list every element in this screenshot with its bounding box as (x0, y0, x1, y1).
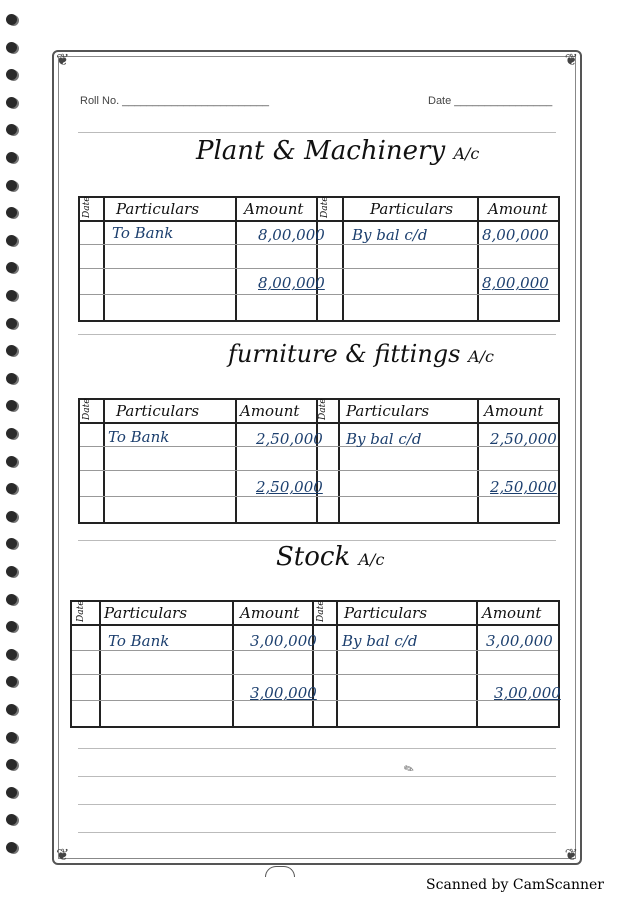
spiral-ring-icon (6, 759, 17, 770)
particulars-header: Particulars (116, 200, 200, 218)
spiral-ring-icon (6, 14, 17, 25)
account-title: Stock A/c (276, 542, 385, 572)
spiral-ring-icon (6, 787, 17, 798)
particulars-header: Particulars (344, 604, 428, 622)
spiral-ring-icon (6, 621, 17, 632)
date-header: Date (82, 196, 92, 218)
pen-mark: ✎ (401, 760, 417, 778)
spiral-ring-icon (6, 180, 17, 191)
spiral-ring-icon (6, 676, 17, 687)
ornament-icon: ❦ (564, 50, 578, 69)
account-title: Plant & Machinery A/c (196, 136, 480, 166)
date-header: Date (82, 398, 92, 420)
credit-total: 8,00,000 (482, 274, 549, 292)
date-header: Date (320, 196, 330, 218)
spiral-ring-icon (6, 538, 17, 549)
account-title: furniture & fittings A/c (228, 340, 494, 368)
amount-header: Amount (240, 402, 300, 420)
spiral-ring-icon (6, 97, 17, 108)
debit-total: 3,00,000 (250, 684, 317, 702)
particulars-header: Particulars (370, 200, 454, 218)
ledger-table (78, 398, 560, 524)
spiral-ring-icon (6, 732, 17, 743)
roll-no-label: Roll No. ________________________ (80, 95, 270, 107)
spiral-ring-icon (6, 373, 17, 384)
spiral-ring-icon (6, 842, 17, 853)
spiral-ring-icon (6, 207, 17, 218)
spiral-ring-icon (6, 345, 17, 356)
spiral-ring-icon (6, 704, 17, 715)
amount-header: Amount (488, 200, 548, 218)
credit-particulars: By bal c/d (346, 430, 422, 448)
amount-header: Amount (482, 604, 542, 622)
ornament-icon: ❦ (56, 50, 70, 69)
amount-header: Amount (484, 402, 544, 420)
ledger-table (70, 600, 560, 728)
amount-header: Amount (244, 200, 304, 218)
particulars-header: Particulars (116, 402, 200, 420)
spiral-ring-icon (6, 124, 17, 135)
debit-amount: 2,50,000 (256, 430, 323, 448)
page-number-badge (265, 866, 295, 877)
ledger-table (78, 196, 560, 322)
credit-amount: 3,00,000 (486, 632, 553, 650)
scanner-watermark: Scanned by CamScanner (426, 877, 604, 893)
spiral-ring-icon (6, 42, 17, 53)
date-label: Date ________________ (428, 95, 553, 107)
ornament-icon: ❦ (56, 845, 70, 864)
spiral-ring-icon (6, 400, 17, 411)
debit-particulars: To Bank (108, 428, 170, 446)
debit-amount: 3,00,000 (250, 632, 317, 650)
spiral-ring-icon (6, 814, 17, 825)
particulars-header: Particulars (104, 604, 188, 622)
particulars-header: Particulars (346, 402, 430, 420)
spiral-ring-icon (6, 566, 17, 577)
spiral-ring-icon (6, 69, 17, 80)
debit-particulars: To Bank (112, 224, 174, 242)
debit-amount: 8,00,000 (258, 226, 325, 244)
credit-total: 2,50,000 (490, 478, 557, 496)
spiral-ring-icon (6, 483, 17, 494)
debit-total: 2,50,000 (256, 478, 323, 496)
spiral-ring-icon (6, 318, 17, 329)
date-header: Date (318, 398, 328, 420)
credit-particulars: By bal c/d (342, 632, 418, 650)
credit-amount: 8,00,000 (482, 226, 549, 244)
spiral-ring-icon (6, 235, 17, 246)
spiral-ring-icon (6, 594, 17, 605)
credit-particulars: By bal c/d (352, 226, 428, 244)
spiral-ring-icon (6, 649, 17, 660)
spiral-ring-icon (6, 262, 17, 273)
credit-total: 3,00,000 (494, 684, 561, 702)
debit-particulars: To Bank (108, 632, 170, 650)
spiral-ring-icon (6, 511, 17, 522)
ornament-icon: ❦ (564, 845, 578, 864)
date-header: Date (316, 600, 326, 622)
spiral-ring-icon (6, 152, 17, 163)
debit-total: 8,00,000 (258, 274, 325, 292)
credit-amount: 2,50,000 (490, 430, 557, 448)
spiral-ring-icon (6, 290, 17, 301)
amount-header: Amount (240, 604, 300, 622)
spiral-binding (6, 14, 20, 869)
date-header: Date (76, 600, 86, 622)
spiral-ring-icon (6, 428, 17, 439)
spiral-ring-icon (6, 456, 17, 467)
